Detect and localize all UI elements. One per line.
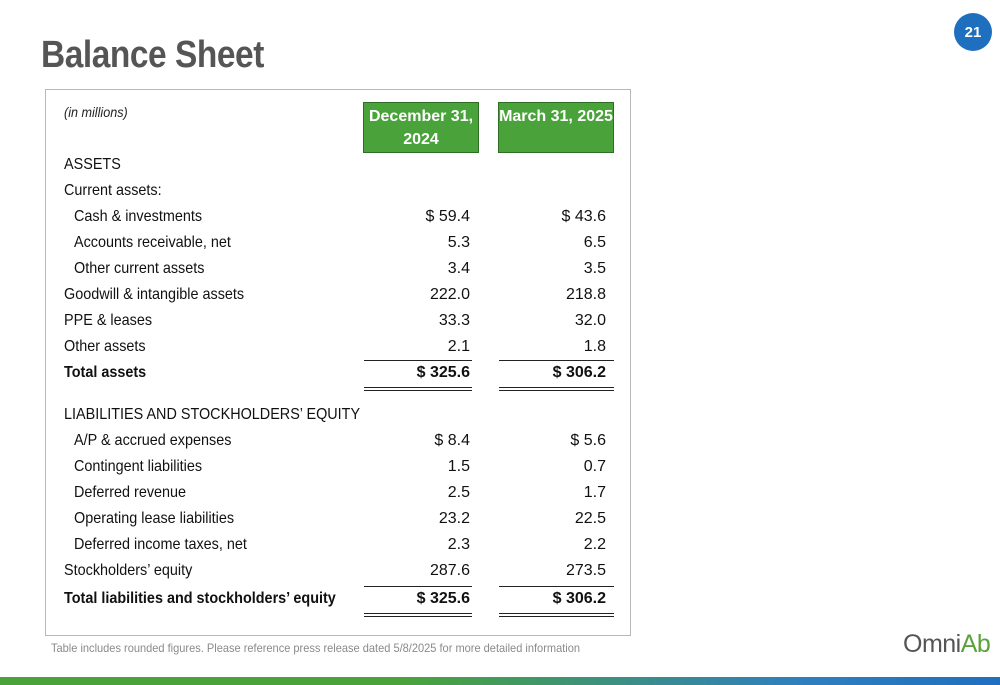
value-mar-2025: $ 5.6 — [570, 432, 606, 449]
table-row — [46, 206, 632, 232]
value-dec-2024: 3.4 — [447, 260, 470, 277]
subtotal-rule — [364, 360, 472, 361]
table-row — [46, 508, 632, 534]
table-row — [46, 404, 632, 430]
footnote: Table includes rounded figures. Please reference press release dated 5/8/2025 for more detailed information — [51, 641, 581, 655]
logo-text-ab: Ab — [960, 630, 991, 658]
row-label: PPE & leases — [64, 312, 153, 329]
table-row — [46, 456, 632, 482]
total-double-rule — [499, 613, 614, 617]
balance-sheet-table — [45, 89, 631, 636]
table-row — [46, 336, 632, 362]
total-double-rule — [499, 387, 614, 391]
value-dec-2024: $ 8.4 — [434, 432, 470, 449]
row-label: ASSETS — [64, 156, 121, 173]
total-double-rule — [364, 387, 472, 391]
row-label: Total liabilities and stockholders’ equity — [64, 590, 336, 607]
table-row-total-assets — [46, 362, 632, 388]
value-mar-2025: 6.5 — [583, 234, 606, 251]
value-mar-2025: 3.5 — [583, 260, 606, 277]
value-mar-2025: 22.5 — [574, 510, 606, 527]
value-mar-2025: $ 306.2 — [552, 590, 606, 607]
value-dec-2024: $ 325.6 — [416, 590, 470, 607]
table-row — [46, 482, 632, 508]
row-label: Accounts receivable, net — [74, 234, 231, 251]
table-row — [46, 284, 632, 310]
value-dec-2024: 2.1 — [447, 338, 470, 355]
row-label: Stockholders’ equity — [64, 562, 193, 579]
row-label: Operating lease liabilities — [74, 510, 235, 527]
row-label: Cash & investments — [74, 208, 203, 225]
value-dec-2024: 23.2 — [438, 510, 470, 527]
value-mar-2025: 32.0 — [574, 312, 606, 329]
omniab-logo — [903, 630, 990, 659]
value-mar-2025: $ 43.6 — [561, 208, 606, 225]
value-dec-2024: $ 59.4 — [425, 208, 470, 225]
table-row — [46, 154, 632, 180]
table-row — [46, 258, 632, 284]
row-label: Goodwill & intangible assets — [64, 286, 245, 303]
value-dec-2024: 222.0 — [429, 286, 470, 303]
table-row-total-liabilities — [46, 588, 632, 614]
column-header-mar-2025: March 31, 2025 — [498, 102, 614, 153]
value-mar-2025: 218.8 — [565, 286, 606, 303]
row-label: Other current assets — [74, 260, 205, 277]
value-mar-2025: 1.7 — [583, 484, 606, 501]
row-label: Other assets — [64, 338, 146, 355]
table-row — [46, 310, 632, 336]
row-label: Deferred income taxes, net — [74, 536, 247, 553]
page-number-badge: 21 — [954, 13, 992, 51]
value-dec-2024: 287.6 — [429, 562, 470, 579]
row-label: Contingent liabilities — [74, 458, 203, 475]
value-dec-2024: 2.5 — [447, 484, 470, 501]
total-double-rule — [364, 613, 472, 617]
table-row — [46, 180, 632, 206]
row-label: A/P & accrued expenses — [74, 432, 232, 449]
logo-text-omni: Omni — [903, 630, 961, 658]
column-header-dec-2024: December 31, 2024 — [363, 102, 479, 153]
value-dec-2024: 1.5 — [447, 458, 470, 475]
value-mar-2025: 0.7 — [583, 458, 606, 475]
table-row — [46, 430, 632, 456]
table-row — [46, 560, 632, 586]
row-label: Current assets: — [64, 182, 162, 199]
value-mar-2025: 2.2 — [583, 536, 606, 553]
row-label: Deferred revenue — [74, 484, 187, 501]
page-title: Balance Sheet — [41, 34, 264, 76]
units-label: (in millions) — [64, 104, 128, 120]
table-row — [46, 232, 632, 258]
row-label: Total assets — [64, 364, 147, 381]
bottom-accent-bar — [0, 677, 1000, 685]
value-dec-2024: 2.3 — [447, 536, 470, 553]
value-dec-2024: 5.3 — [447, 234, 470, 251]
value-dec-2024: $ 325.6 — [416, 364, 470, 381]
value-mar-2025: 273.5 — [565, 562, 606, 579]
value-mar-2025: $ 306.2 — [552, 364, 606, 381]
value-mar-2025: 1.8 — [583, 338, 606, 355]
table-row — [46, 534, 632, 560]
subtotal-rule — [499, 360, 614, 361]
subtotal-rule — [499, 586, 614, 587]
row-label: LIABILITIES AND STOCKHOLDERS’ EQUITY — [64, 406, 361, 423]
subtotal-rule — [364, 586, 472, 587]
value-dec-2024: 33.3 — [438, 312, 470, 329]
